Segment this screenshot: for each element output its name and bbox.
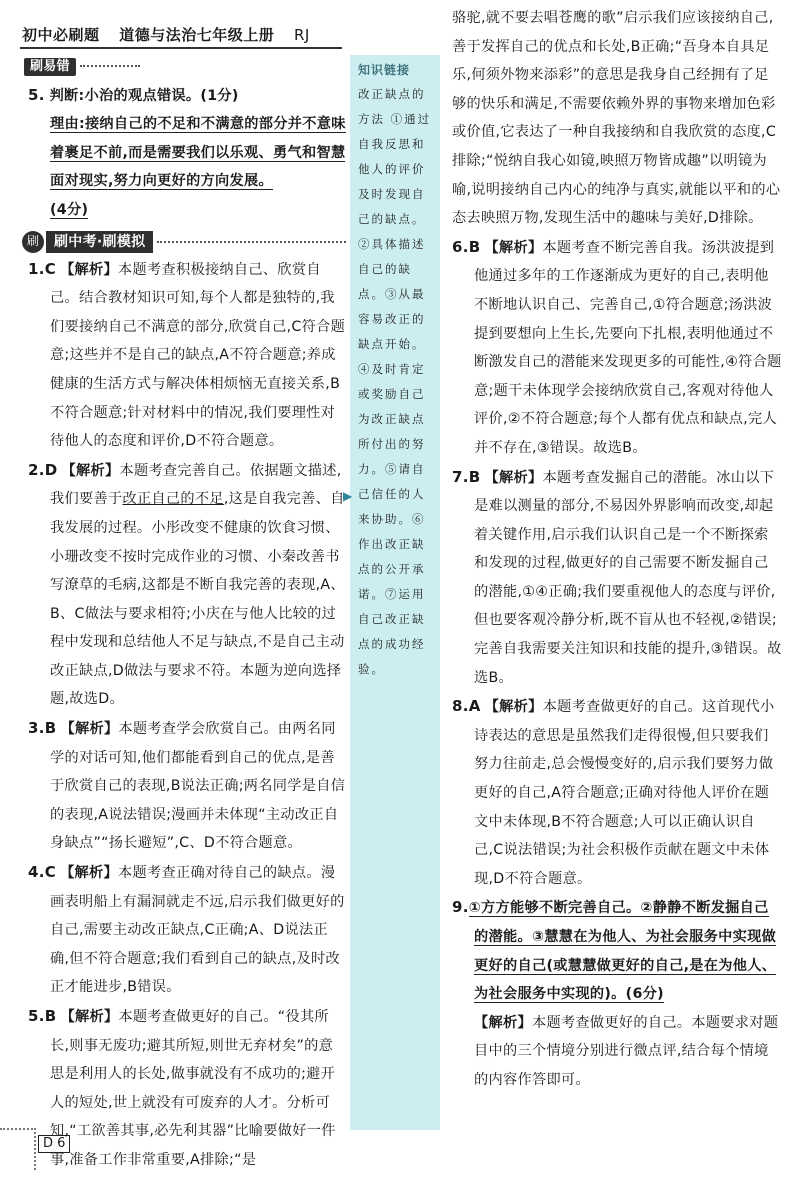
section-dots xyxy=(157,241,346,243)
answer-5: 5.B 【解析】本题考查做更好的自己。“役其所长,则事无废功;避其所短,则世无弃材矣”的意思是利用人的长处,做事就没有不成功的;避开人的短处,世上就没有可废弃的人才。分析可知,“工欲善其事,必先利其器”比喻要做好一件事,准备工作非常重要,A排除;“是 xyxy=(28,1007,336,1168)
brush-icon: 刷 xyxy=(22,231,44,253)
reason-text: 理由:接纳自己的不足和不满意的部分并不意味着裹足不前,而是需要我们以乐观、勇气和智慧面对现实,努力向更好的方向发展。 xyxy=(50,116,346,190)
easy-error-tag: 刷易错 xyxy=(24,58,76,76)
choice: A xyxy=(468,697,481,716)
analysis-text: 本题考查做更好的自己。“役其所长,则事无废功;避其所短,则世无弃材矣”的意思是利用人的长处,做事就没有不成功的;避开人的短处,世上就没有可废弃的人才。分析可知,“工欲善其事,必先利其器”比喻要做好一件事,准备工作非常重要,A排除;“是 xyxy=(50,1009,336,1168)
section-title: 刷中考·刷模拟 xyxy=(46,231,153,253)
left-column xyxy=(28,52,346,1175)
tag-dots xyxy=(80,65,140,67)
sidebar-body: 改正缺点的方法 ①通过自我反思和他人的评价及时发现自己的缺点。②具体描述自己的缺点。③从最容易改正的缺点开始。④及时肯定或奖励自己为改正缺点所付出的努力。⑤请自己信任的人来协助。⑥作出改正缺点的公开承诺。⑦运用自己改正缺点的成功经验。 xyxy=(358,87,432,676)
choice: C xyxy=(44,863,57,882)
answer-7: 7.B 【解析】本题考查发掘自己的潜能。冰山以下是难以测量的部分,不易因外界影响而改变,却起着关键作用,启示我们认识自己是一个不断探索和发现的过程,做更好的自己需要不断发掘自己的潜能,①④正确;我们要重视他人的态度与评价,但也要客观冷静分析,既不盲从也不轻视,②错误;完善自我需要关注知识和技能的提升,③错误。故选B。 xyxy=(452,467,782,686)
choice: B xyxy=(44,719,57,738)
choice: B xyxy=(468,237,481,256)
book-title: 道德与法治七年级上册 xyxy=(119,26,275,44)
reason-score: (4分) xyxy=(50,201,89,218)
answer-9: 9.①方方能够不断完善自己。②静静不断发掘自己的潜能。③慧慧在为他人、为社会服务中实现做更好的自己(或慧慧做更好的自己,是在为他人、为社会服务中实现的)。(6分) 【解析】本题考查做更好的自己。本题要求对题目中的三个情境分别进行微点评,结合每个情境的内容作答即可。 xyxy=(452,898,779,1088)
analysis-text: 本题考查做更好的自己。这首现代小诗表达的意思是虽然我们走得很慢,但只要我们努力往前走,总会慢慢变好的,启示我们要努力做更好的自己,A符合题意;正确对待他人评价在题文中未体现,B不符合题意;人可以正确认识自己,C说法错误;为社会积极作贡献在题文中未体现,D不符合题意。 xyxy=(474,699,775,887)
pointer-arrow-icon: ▶ xyxy=(343,489,353,503)
answer-2: 2.D 【解析】本题考查完善自己。依据题文描述,我们要善于改正自己的不足,这是自我完善、自我发展的过程。小彤改变不健康的饮食习惯、小珊改变不按时完成作业的习惯、小秦改善书写潦草的毛病,这都是不断自我完善的表现,A、B、C做法与要求相符;小庆在与他人比较的过程中发现和总结他人不足与缺点,不是自己主动改正缺点,D做法与要求不符。本题为逆向选择题,故选D。 xyxy=(28,460,345,708)
choice: C xyxy=(44,259,57,278)
right-column xyxy=(452,4,782,1095)
answer-5-continued: 骆驼,就不要去唱苍鹰的歌”启示我们应该接纳自己,善于发挥自己的优点和长处,B正确;“吾身本自具足乐,何须外物来添彩”的意思是我身自己经拥有了足够的快乐和满足,不需要依赖外界的事物来增加色彩或价值,它表达了一种自我接纳和自我欣赏的态度,C排除;“悦纳自我心如镜,映照万物皆成趣”以明镜为喻,说明接纳自己内心的纯净与真实,就能以平和的心态去映照万物,发现生活中的趣味与美好,D排除。 xyxy=(452,10,781,227)
analysis-text: 本题考查做更好的自己。本题要求对题目中的三个情境分别进行微点评,结合每个情境的内容作答即可。 xyxy=(474,1014,779,1088)
choice: B xyxy=(468,467,481,486)
knowledge-link-sidebar xyxy=(350,55,440,1130)
section-header xyxy=(22,231,346,253)
answer-8: 8.A 【解析】本题考查做更好的自己。这首现代小诗表达的意思是虽然我们走得很慢,但只要我们努力往前走,总会慢慢变好的,启示我们要努力做更好的自己,A符合题意;正确对待他人评价在题文中未体现,B不符合题意;人可以正确认识自己,C说法错误;为社会积极作贡献在题文中未体现,D不符合题意。 xyxy=(452,697,775,887)
analysis-text: 本题考查积极接纳自己、欣赏自己。结合教材知识可知,每个人都是独特的,我们要接纳自己不满意的部分,欣赏自己,C符合题意;这些并不是自己的缺点,A不符合题意;养成健康的生活方式与解决体相烦恼无直接关系,B不符合题意;针对材料中的情况,我们要理性对待他人的态度和评价,D不符合题意。 xyxy=(50,261,346,450)
answer-4: 4.C 【解析】本题考查正确对待自己的缺点。漫画表明船上有漏洞就走不远,启示我们做更好的自己,需要主动改正缺点,C正确;A、D说法正确,但不符合题意;我们看到自己的缺点,及时改正才能进步,B错误。 xyxy=(28,863,345,996)
series-name: 初中必刷题 xyxy=(22,26,100,44)
model-answer: ①方方能够不断完善自己。②静静不断发掘自己的潜能。③慧慧在为他人、为社会服务中实现做更好的自己(或慧慧做更好的自己,是在为他人、为社会服务中实现的)。(6分) xyxy=(468,900,777,1003)
choice: D xyxy=(44,460,58,479)
analysis-text: 本题考查正确对待自己的缺点。漫画表明船上有漏洞就走不远,启示我们做更好的自己,需要主动改正缺点,C正确;A、D说法正确,但不符合题意;我们看到自己的缺点,及时改正才能进步,B错误。 xyxy=(50,865,345,996)
page-header xyxy=(22,24,324,45)
answer-6: 6.B 【解析】本题考查不断完善自我。汤洪波提到他通过多年的工作逐渐成为更好的自己,表明他不断地认识自己、完善自己,①符合题意;汤洪波提到要想向上生长,先要向下扎根,表明他通过不断激发自己的潜能来发现更多的可能性,④符合题意;题干未体现学会接纳欣赏自己,客观对待他人评价,②不符合题意;每个人都有优点和缺点,完人并不存在,③错误。故选B。 xyxy=(452,237,782,456)
analysis-text: 本题考查发掘自己的潜能。冰山以下是难以测量的部分,不易因外界影响而改变,却起着关键作用,启示我们认识自己是一个不断探索和发现的过程,做更好的自己需要不断发掘自己的潜能,①④正确;我们要重视他人的态度与评价,但也要客观冷静分析,既不盲从也不轻视,②错误;完善自我需要关注知识和技能的提升,③错误。故选B。 xyxy=(474,469,782,686)
edition-mark: RJ xyxy=(294,26,310,44)
page-number: D 6 xyxy=(38,1135,70,1153)
choice: B xyxy=(44,1007,57,1025)
judgement-text: 判断:小治的观点错误。(1分) xyxy=(49,87,239,104)
analysis-text: 本题考查不断完善自我。汤洪波提到他通过多年的工作逐渐成为更好的自己,表明他不断地认识自己、完善自己,①符合题意;汤洪波提到要想向上生长,先要向下扎根,表明他通过不断激发自己的潜能来发现更多的可能性,④符合题意;题干未体现学会接纳欣赏自己,客观对待他人评价,②不符合题意;每个人都有优点和缺点,完人并不存在,③错误。故选B。 xyxy=(474,239,782,456)
answer-3: 3.B 【解析】本题考查学会欣赏自己。由两名同学的对话可知,他们都能看到自己的优点,是善于欣赏自己的表现,B说法正确;两名同学是自信的表现,A说法错误;漫画并未体现“主动改正自身缺点”“扬长避短”,C、D不符合题意。 xyxy=(28,719,346,852)
header-rule xyxy=(20,47,342,49)
underlined-phrase: 改正自己的不足 xyxy=(122,491,224,508)
answer-1: 1.C 【解析】本题考查积极接纳自己、欣赏自己。结合教材知识可知,每个人都是独特的,我们要接纳自己不满意的部分,欣赏自己,C符合题意;这些并不是自己的缺点,A不符合题意;养成健康的生活方式与解决体相烦恼无直接关系,B不符合题意;针对材料中的情况,我们要理性对待他人的态度和评价,D不符合题意。 xyxy=(28,259,346,450)
sidebar-title: 知识链接 xyxy=(358,63,411,77)
analysis-text: 本题考查学会欣赏自己。由两名同学的对话可知,他们都能看到自己的优点,是善于欣赏自己的表现,B说法正确;两名同学是自信的表现,A说法错误;漫画并未体现“主动改正自身缺点”“扬长避短”,C、D不符合题意。 xyxy=(50,721,346,852)
answer-5-judgement: 5. 判断:小治的观点错误。(1分) 理由:接纳自己的不足和不满意的部分并不意味着裹足不前,而是需要我们以乐观、勇气和智慧面对现实,努力向更好的方向发展。 (4分) xyxy=(28,85,346,218)
corner-dots xyxy=(0,1128,36,1170)
